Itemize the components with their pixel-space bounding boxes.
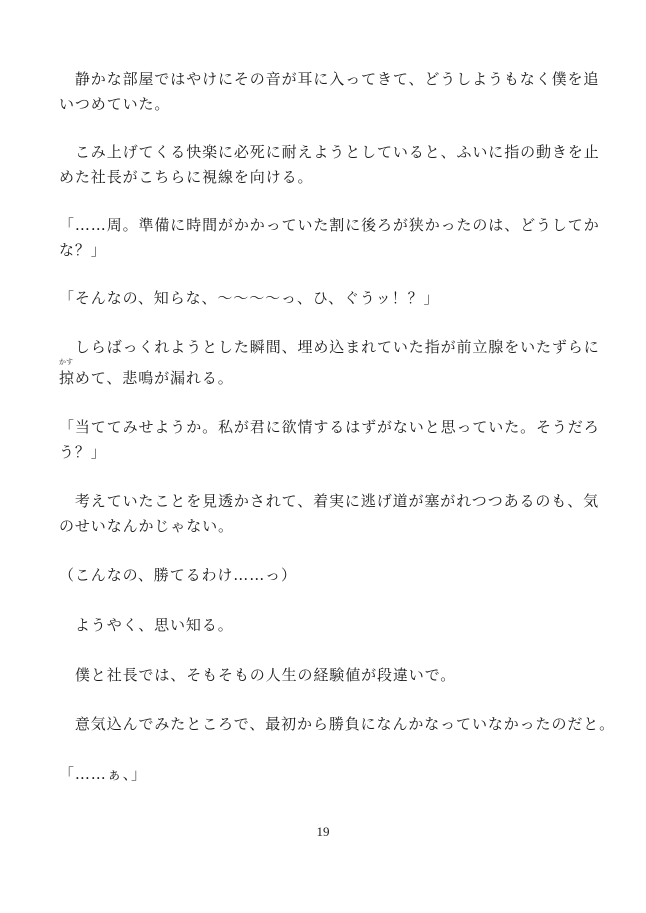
text-line: な？」 <box>59 241 107 259</box>
text-line: 考えていたことを見透かされて、着実に逃げ道が塞がれつつあるのも、気 <box>59 492 600 510</box>
ruby-base: 掠 <box>59 369 75 387</box>
text-line: のせいなんかじゃない。 <box>59 517 234 535</box>
text-line: めた社長がこちらに視線を向ける。 <box>59 168 314 186</box>
text-line: （こんなの、勝てるわけ……っ） <box>59 566 297 584</box>
ruby-line-rest: めて、悲鳴が漏れる。 <box>74 369 234 387</box>
text-line: しらばっくれようとした瞬間、埋め込まれていた指が前立腺をいたずらに <box>59 338 600 356</box>
text-line: 静かな部屋ではやけにその音が耳に入ってきて、どうしようもなく僕を追 <box>59 70 600 88</box>
text-line: いつめていた。 <box>59 95 171 113</box>
text-line: ようやく、思い知る。 <box>59 616 234 634</box>
text-line: 「そんなの、知らな、～～～～っ、ひ、ぐうッ！？」 <box>59 289 440 307</box>
page-number: 19 <box>316 824 330 839</box>
text-line: 僕と社長では、そもそもの人生の経験値が段違いで。 <box>59 666 457 684</box>
text-line: 「……ぁ、」 <box>59 765 147 783</box>
text-line: 「……周。準備に時間がかかっていた割に後ろが狭かったのは、どうしてか <box>59 216 600 234</box>
text-line: 「当ててみせようか。私が君に欲情するはずがないと思っていた。そうだろ <box>59 418 600 436</box>
text-line: う？」 <box>59 443 107 461</box>
text-line-with-ruby <box>59 358 606 389</box>
text-line: こみ上げてくる快楽に必死に耐えようとしていると、ふいに指の動きを止 <box>59 143 600 161</box>
ruby-annotation <box>59 358 75 389</box>
ruby-reading: かす <box>59 358 73 366</box>
text-line: 意気込んでみたところで、最初から勝負になんかなっていなかったのだと。 <box>59 715 616 733</box>
